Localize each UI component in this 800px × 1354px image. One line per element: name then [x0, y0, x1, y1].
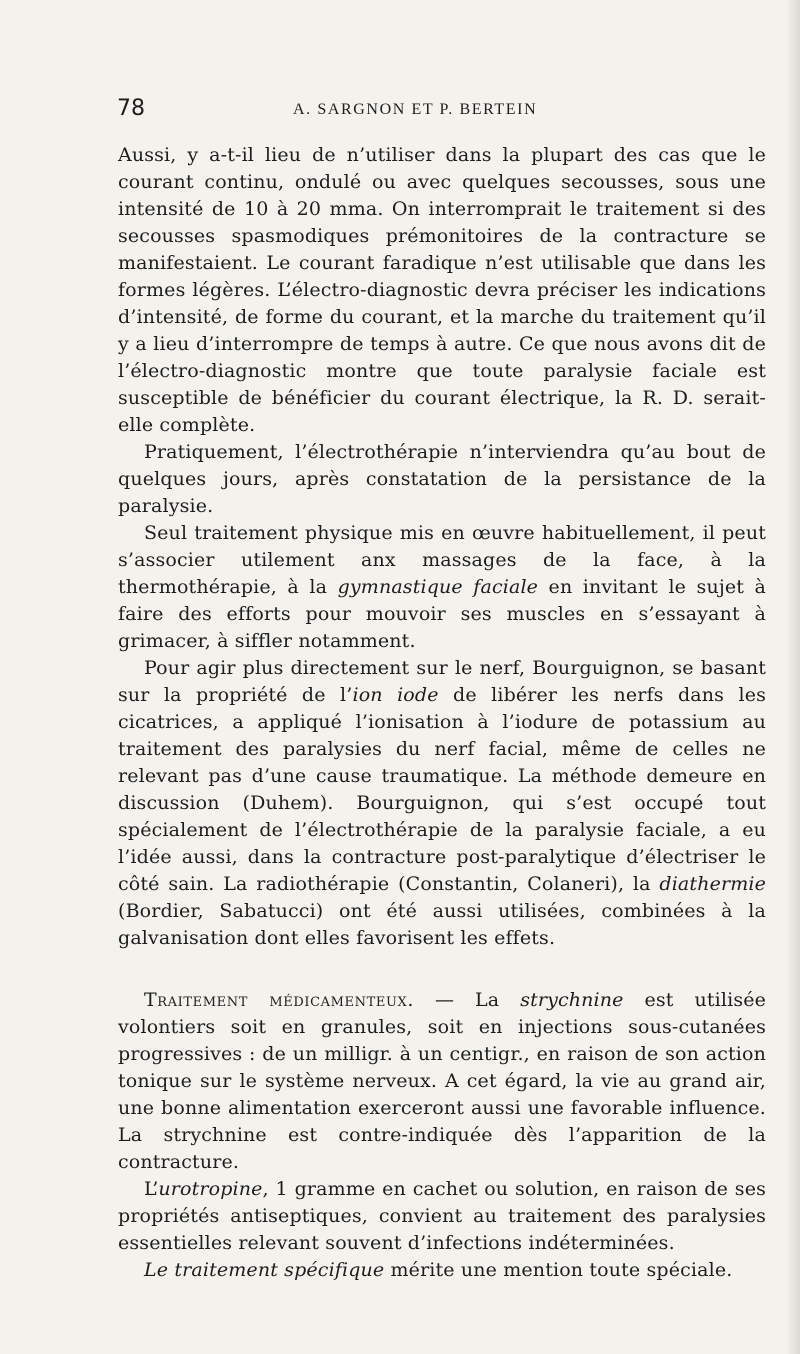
paragraph-3-text-start: Seul traitement physique mis en œuvre habituellement, il peut s’associer utilement anx massages de la face, à la thermothérapie, à la: [118, 522, 766, 598]
paragraph-3-italic: gymnastique faciale: [337, 576, 539, 598]
paragraph-4-text-start: Pour agir plus directement sur le nerf, Bourguignon, se basant sur la propriété de l’: [118, 657, 766, 706]
paragraph-4: [118, 655, 766, 952]
paragraph-1: Aussi, y a-t-il lieu de n’utiliser dans la plupart des cas que le courant continu, ondulé ou avec quelques secousses, sous une intensité de 10 à 20 mma. On interromprait le traitement si des secousses spasmodiques prémonitoires de la contracture se manifestaient. Le courant faradique n’est utilisable que dans les formes légères. L’électro-diagnostic devra préciser les indications d’intensité, de forme du courant, et la marche du traitement qu’il y a lieu d’interrompre de temps à autre. Ce que nous avons dit de l’électro-diagnostic montre que toute paralysie faciale est susceptible de bénéficier du courant électrique, la R. D. serait-elle complète.: [118, 144, 766, 436]
paragraph-5-italic: strychnine: [520, 989, 624, 1011]
paragraph-6-text-start: L’: [144, 1178, 159, 1200]
paragraph-2: Pratiquement, l’électrothérapie n’interviendra qu’au bout de quelques jours, après constatation de la persistance de la paralysie.: [118, 441, 766, 517]
paragraph-4-italic-ion-iode: ion iode: [352, 684, 439, 706]
section-gap: [118, 952, 766, 987]
paragraph-5-dash: — La: [414, 989, 521, 1011]
paragraph-4-text-middle: de libérer les nerfs dans les cicatrices, a appliqué l’ionisation à l’iodure de potassium au traitement des paralysies du nerf facial, même de celles ne relevant pas d’une cause traumatique. La méthode demeure en discussion (Duhem). Bourguignon, qui s’est occupé tout spécialement de l’électrothérapie de la paralysie faciale, a eu l’idée aussi, dans la contracture post-paralytique d’électriser le côté sain. La radiothérapie (Constantin, Colaneri), la: [118, 684, 766, 895]
paragraph-6: [118, 1176, 766, 1257]
paragraph-5-text: est utilisée volontiers soit en granules, soit en injections sous-cutanées progressives : de un milligr. à un centigr., en raison de son action tonique sur le système nerveux. A cet égard, la vie au grand air, une bonne alimentation exerceront aussi une favorable influence. La strychnine est contre-indiquée dès l’apparition de la contracture.: [118, 989, 767, 1173]
paragraph-3: [118, 520, 766, 655]
paragraph-6-text-end: , 1 gramme en cachet ou solution, en raison de ses propriétés antiseptiques, convient au traitement des paralysies essentielles relevant souvent d’infections indéterminées.: [118, 1178, 766, 1254]
paragraph-5: [118, 987, 766, 1176]
page-edge-shadow: [786, 0, 800, 1354]
page-number: 78: [117, 96, 145, 121]
paragraph-6-italic: urotropine: [158, 1178, 263, 1200]
paragraph-4-italic-diathermie: diathermie: [659, 873, 766, 895]
paragraph-4-text-end: (Bordier, Sabatucci) ont été aussi utilisées, combinées à la galvanisation dont elles favorisent les effets.: [118, 900, 766, 949]
paragraph-7-text: mérite une mention toute spéciale.: [384, 1259, 733, 1281]
page-header: [117, 96, 765, 126]
running-head: A. SARGNON ET P. BERTEIN: [293, 101, 538, 118]
section-heading: Traitement médicamenteux.: [144, 989, 415, 1011]
paragraph-3-text-end: en invitant le sujet à faire des efforts pour mouvoir ses muscles en s’essayant à grimacer, à siffler notamment.: [118, 576, 767, 652]
page-body: [118, 142, 766, 1284]
paragraph-7-italic: Le traitement spécifique: [144, 1259, 385, 1281]
paragraph-7: [118, 1257, 766, 1284]
